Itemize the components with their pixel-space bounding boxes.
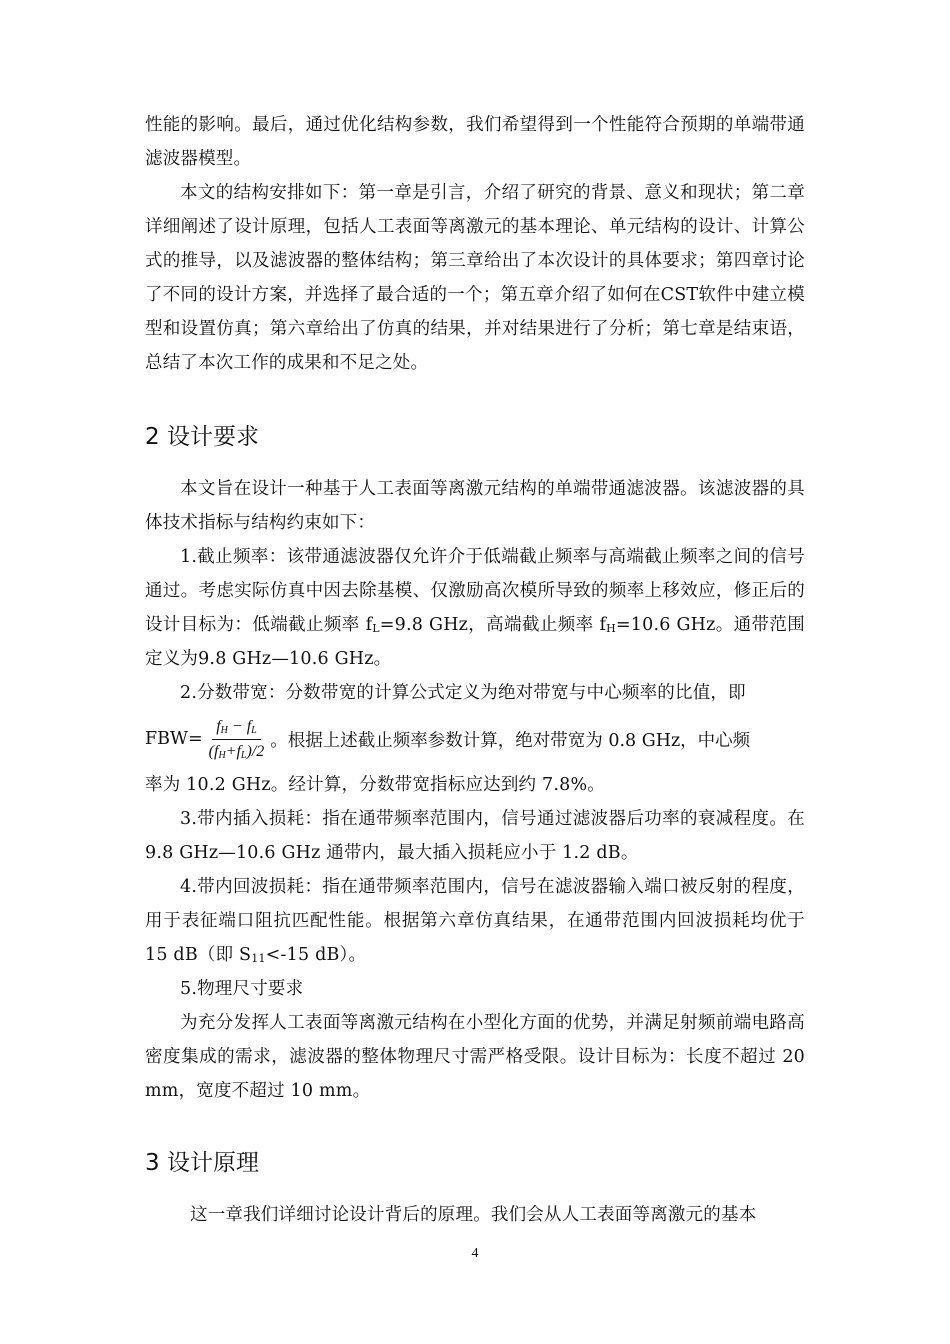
den-sub-l: L: [240, 749, 247, 761]
principle-intro: 这一章我们详细讨论设计背后的原理。我们会从人工表面等离激元的基本: [190, 1205, 757, 1225]
fbw-formula-line: [145, 710, 805, 768]
fbw-prefix: FBW=: [145, 729, 203, 749]
requirement-size-title: 5.物理尺寸要求: [180, 979, 304, 999]
den-open: (f: [208, 742, 219, 760]
fbw-numerator: [212, 717, 261, 740]
requirement-insertion-loss: 3.带内插入损耗：指在通带频率范围内，信号通过滤波器后功率的衰减程度。在 9.8 GHz—10.6 GHz 通带内，最大插入损耗应小于 1.2 dB。: [145, 809, 805, 863]
fbw-text-b: 。根据上述截止频率参数计算，绝对带宽为 0.8 GHz，中心频: [270, 730, 751, 751]
cutoff-text-b: =9.8 GHz，高端截止频率 f: [379, 615, 607, 635]
den-close: )/2: [246, 742, 265, 760]
requirement-cutoff-frequency: [145, 540, 805, 676]
fbw-denominator: [205, 740, 269, 762]
requirement-fractional-bandwidth: 2.分数带宽：分数带宽的计算公式定义为绝对带宽与中心频率的比值，即: [180, 683, 746, 703]
cutoff-text-c: =10.6 GHz。通带范围定义为9.8 GHz—10.6 GHz。: [145, 615, 805, 669]
requirements-intro: 本文旨在设计一种基于人工表面等离激元结构的单端带通滤波器。该滤波器的具体技术指标与结构约束如下：: [145, 479, 805, 533]
return-loss-sub: 11: [251, 952, 266, 965]
num-sub-h: H: [220, 724, 228, 736]
section-heading-design-principle: 3 设计原理: [145, 1150, 259, 1176]
return-loss-text-b: <-15 dB）。: [265, 945, 367, 965]
fbw-text-c: 率为 10.2 GHz。经计算，分数带宽指标应达到约 7.8%。: [145, 775, 605, 795]
den-plus-f: +f: [225, 742, 241, 760]
den-sub-h: H: [218, 749, 226, 761]
cutoff-sub-l: L: [372, 622, 380, 635]
requirement-size-body: 为充分发挥人工表面等离激元结构在小型化方面的优势，并满足射频前端电路高密度集成的需求，滤波器的整体物理尺寸需严格受限。设计目标为：长度不超过 20 mm，宽度不超过 10 mm。: [145, 1013, 805, 1101]
section-heading-design-requirements: 2 设计要求: [145, 424, 259, 450]
num-sub-l: L: [251, 724, 257, 736]
cutoff-sub-h: H: [606, 622, 616, 635]
fbw-fraction: [205, 717, 269, 762]
num-minus-f: − f: [227, 717, 252, 735]
cutoff-text-a: 1.截止频率：该带通滤波器仅允许介于低端截止频率与高端截止频率之间的信号通过。考虑实际仿真中因去除基模、仅激励高次模所导致的频率上移效应，修正后的设计目标为：低端截止频率 f: [145, 547, 805, 635]
return-loss-text-a: 4.带内回波损耗：指在通带频率范围内，信号在滤波器输入端口被反射的程度，用于表征端口阻抗匹配性能。根据第六章仿真结果，在通带范围内回波损耗均优于 15 dB（即 S: [145, 877, 805, 965]
num-f-h: f: [216, 717, 221, 735]
page-number: 4: [471, 1246, 479, 1261]
page-content: [145, 108, 805, 1232]
paragraph-structure-overview: 本文的结构安排如下：第一章是引言，介绍了研究的背景、意义和现状；第二章详细阐述了设计原理，包括人工表面等离激元的基本理论、单元结构的设计、计算公式的推导，以及滤波器的整体结构；第三章给出了本次设计的具体要求；第四章讨论了不同的设计方案，并选择了最合适的一个；第五章介绍了如何在CST软件中建立模型和设置仿真；第六章给出了仿真的结果，并对结果进行了分析；第七章是结束语，总结了本次工作的成果和不足之处。: [145, 183, 805, 373]
paragraph-continuation: 性能的影响。最后，通过优化结构参数，我们希望得到一个性能符合预期的单端带通滤波器模型。: [145, 115, 805, 169]
requirement-return-loss: [145, 870, 805, 972]
